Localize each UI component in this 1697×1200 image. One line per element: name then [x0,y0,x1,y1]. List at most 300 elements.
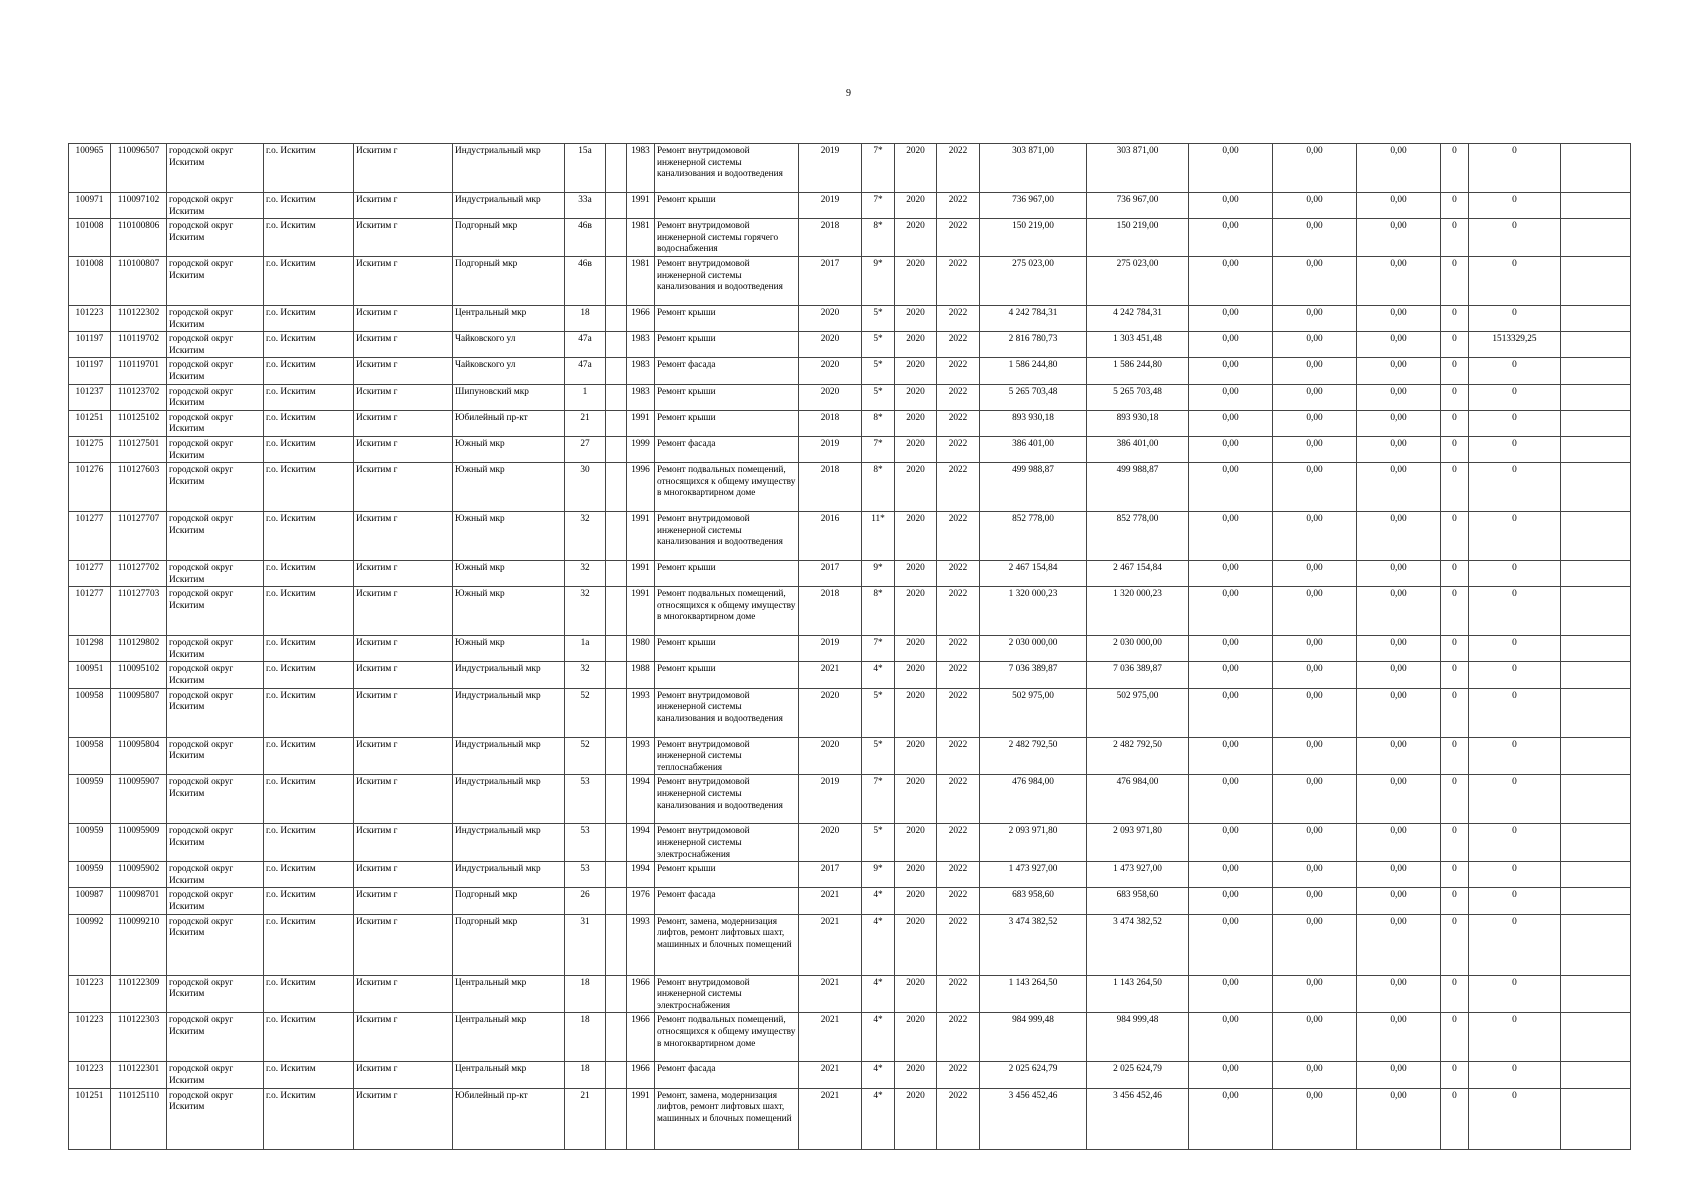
cell-district: городской округ Искитим [167,410,264,436]
cell-house: 18 [565,1062,606,1088]
cell-district: городской округ Искитим [167,862,264,888]
cell-letter [606,1088,627,1149]
cell-year: 1966 [627,975,655,1013]
cell-total: 2 467 154,84 [980,561,1087,587]
cell-locality: Искитим г [354,888,453,914]
cell-code: 110095804 [111,737,167,775]
cell-street: Центральный мкр [453,975,565,1013]
cell-code: 110095909 [111,824,167,862]
cell-c3: 0,00 [1357,512,1441,561]
cell-c5: 0 [1469,824,1561,862]
cell-house: 1а [565,636,606,662]
cell-house: 21 [565,1088,606,1149]
cell-priority: 5* [862,384,895,410]
cell-priority: 5* [862,824,895,862]
cell-y2: 2020 [895,662,937,688]
cell-c4: 0 [1441,410,1469,436]
cell-c6 [1561,1062,1631,1088]
cell-code: 110127501 [111,436,167,462]
cell-year: 1983 [627,144,655,193]
cell-year: 1991 [627,512,655,561]
cell-street: Индустриальный мкр [453,737,565,775]
cell-c6 [1561,1013,1631,1062]
cell-year: 1994 [627,824,655,862]
cell-priority: 7* [862,636,895,662]
cell-c6 [1561,688,1631,737]
cell-house: 46в [565,219,606,257]
cell-municipality: г.о. Искитим [264,561,354,587]
cell-locality: Искитим г [354,358,453,384]
repair-program-table [68,143,1631,1150]
cell-y1: 2021 [799,975,862,1013]
cell-y2: 2020 [895,587,937,636]
cell-house: 47а [565,332,606,358]
cell-c5: 0 [1469,1062,1561,1088]
cell-c3: 0,00 [1357,436,1441,462]
cell-y1: 2020 [799,384,862,410]
cell-street: Индустриальный мкр [453,688,565,737]
cell-y1: 2018 [799,463,862,512]
cell-c6 [1561,512,1631,561]
cell-street: Южный мкр [453,587,565,636]
cell-house: 18 [565,1013,606,1062]
cell-code: 110119702 [111,332,167,358]
cell-year: 1966 [627,1062,655,1088]
cell-house: 47а [565,358,606,384]
cell-y3: 2022 [937,436,980,462]
table-row [69,144,1631,193]
cell-y3: 2022 [937,305,980,331]
cell-y3: 2022 [937,561,980,587]
cell-c1: 0,00 [1189,512,1273,561]
cell-fund: 150 219,00 [1087,219,1189,257]
cell-locality: Искитим г [354,775,453,824]
cell-y2: 2020 [895,975,937,1013]
cell-y1: 2020 [799,358,862,384]
cell-c1: 0,00 [1189,332,1273,358]
cell-c1: 0,00 [1189,662,1273,688]
cell-fund: 476 984,00 [1087,775,1189,824]
cell-y3: 2022 [937,662,980,688]
cell-c5: 0 [1469,561,1561,587]
cell-code: 110129802 [111,636,167,662]
cell-y1: 2019 [799,193,862,219]
cell-c4: 0 [1441,436,1469,462]
cell-code: 110122309 [111,975,167,1013]
cell-y1: 2020 [799,824,862,862]
cell-house: 53 [565,775,606,824]
cell-y1: 2019 [799,436,862,462]
cell-c5: 0 [1469,737,1561,775]
cell-y3: 2022 [937,332,980,358]
cell-district: городской округ Искитим [167,824,264,862]
cell-c5: 0 [1469,862,1561,888]
cell-year: 1993 [627,688,655,737]
cell-c4: 0 [1441,256,1469,305]
cell-id: 101008 [69,219,111,257]
cell-c3: 0,00 [1357,305,1441,331]
table-row [69,824,1631,862]
cell-id: 101251 [69,410,111,436]
cell-priority: 8* [862,587,895,636]
cell-code: 110095902 [111,862,167,888]
cell-house: 27 [565,436,606,462]
cell-municipality: г.о. Искитим [264,305,354,331]
cell-street: Шипуновский мкр [453,384,565,410]
cell-c4: 0 [1441,1088,1469,1149]
cell-c2: 0,00 [1273,193,1357,219]
cell-total: 683 958,60 [980,888,1087,914]
cell-district: городской округ Искитим [167,636,264,662]
cell-total: 476 984,00 [980,775,1087,824]
cell-y1: 2018 [799,219,862,257]
table-row [69,384,1631,410]
cell-code: 110097102 [111,193,167,219]
cell-c6 [1561,256,1631,305]
cell-c2: 0,00 [1273,512,1357,561]
cell-y2: 2020 [895,144,937,193]
cell-letter [606,561,627,587]
cell-municipality: г.о. Искитим [264,384,354,410]
cell-y2: 2020 [895,737,937,775]
cell-letter [606,1013,627,1062]
cell-c6 [1561,914,1631,975]
cell-c4: 0 [1441,1013,1469,1062]
cell-y2: 2020 [895,332,937,358]
cell-locality: Искитим г [354,862,453,888]
cell-c6 [1561,410,1631,436]
cell-y2: 2020 [895,384,937,410]
table-row [69,332,1631,358]
cell-c3: 0,00 [1357,256,1441,305]
cell-id: 100959 [69,775,111,824]
cell-c5: 0 [1469,193,1561,219]
cell-c6 [1561,219,1631,257]
cell-fund: 3 456 452,46 [1087,1088,1189,1149]
cell-c1: 0,00 [1189,914,1273,975]
cell-c5: 0 [1469,1088,1561,1149]
cell-fund: 1 320 000,23 [1087,587,1189,636]
cell-district: городской округ Искитим [167,219,264,257]
cell-y3: 2022 [937,1062,980,1088]
table-row [69,975,1631,1013]
cell-c2: 0,00 [1273,463,1357,512]
cell-letter [606,824,627,862]
cell-work: Ремонт внутридомовой инженерной системы канализования и водоотведения [655,256,799,305]
cell-year: 1991 [627,1088,655,1149]
cell-work: Ремонт крыши [655,662,799,688]
cell-locality: Искитим г [354,256,453,305]
cell-district: городской округ Искитим [167,737,264,775]
cell-c6 [1561,824,1631,862]
cell-municipality: г.о. Искитим [264,332,354,358]
cell-work: Ремонт внутридомовой инженерной системы канализования и водоотведения [655,688,799,737]
cell-letter [606,463,627,512]
cell-c3: 0,00 [1357,975,1441,1013]
cell-c6 [1561,587,1631,636]
cell-c2: 0,00 [1273,1088,1357,1149]
cell-street: Юбилейный пр-кт [453,1088,565,1149]
cell-id: 101275 [69,436,111,462]
cell-c5: 0 [1469,914,1561,975]
cell-c1: 0,00 [1189,1062,1273,1088]
cell-c4: 0 [1441,1062,1469,1088]
cell-c5: 0 [1469,888,1561,914]
cell-district: городской округ Искитим [167,587,264,636]
cell-fund: 5 265 703,48 [1087,384,1189,410]
cell-id: 101197 [69,332,111,358]
cell-c4: 0 [1441,193,1469,219]
cell-c5: 0 [1469,636,1561,662]
cell-c1: 0,00 [1189,1088,1273,1149]
cell-district: городской округ Искитим [167,358,264,384]
cell-c3: 0,00 [1357,410,1441,436]
cell-y3: 2022 [937,1013,980,1062]
cell-c4: 0 [1441,775,1469,824]
cell-fund: 386 401,00 [1087,436,1189,462]
cell-work: Ремонт крыши [655,636,799,662]
cell-y1: 2020 [799,305,862,331]
table-row [69,193,1631,219]
cell-municipality: г.о. Искитим [264,1062,354,1088]
cell-y2: 2020 [895,463,937,512]
cell-c2: 0,00 [1273,332,1357,358]
cell-municipality: г.о. Искитим [264,862,354,888]
cell-district: городской округ Искитим [167,1062,264,1088]
cell-c2: 0,00 [1273,888,1357,914]
cell-total: 893 930,18 [980,410,1087,436]
cell-locality: Искитим г [354,219,453,257]
cell-municipality: г.о. Искитим [264,219,354,257]
cell-c1: 0,00 [1189,384,1273,410]
cell-year: 1993 [627,914,655,975]
cell-c5: 0 [1469,358,1561,384]
cell-district: городской округ Искитим [167,1013,264,1062]
cell-code: 110127702 [111,561,167,587]
cell-year: 1966 [627,305,655,331]
cell-municipality: г.о. Искитим [264,662,354,688]
cell-house: 52 [565,737,606,775]
cell-year: 1991 [627,561,655,587]
cell-district: городской округ Искитим [167,256,264,305]
cell-district: городской округ Искитим [167,463,264,512]
cell-fund: 984 999,48 [1087,1013,1189,1062]
cell-district: городской округ Искитим [167,688,264,737]
cell-c3: 0,00 [1357,688,1441,737]
cell-locality: Искитим г [354,512,453,561]
cell-work: Ремонт внутридомовой инженерной системы канализования и водоотведения [655,512,799,561]
cell-work: Ремонт фасада [655,358,799,384]
cell-fund: 1 143 264,50 [1087,975,1189,1013]
cell-c2: 0,00 [1273,1062,1357,1088]
cell-c4: 0 [1441,688,1469,737]
cell-c5: 0 [1469,1013,1561,1062]
cell-fund: 2 482 792,50 [1087,737,1189,775]
table-row [69,587,1631,636]
cell-total: 3 456 452,46 [980,1088,1087,1149]
cell-c1: 0,00 [1189,824,1273,862]
cell-y3: 2022 [937,914,980,975]
cell-year: 1966 [627,1013,655,1062]
table-row [69,737,1631,775]
cell-total: 852 778,00 [980,512,1087,561]
table-row [69,410,1631,436]
cell-y3: 2022 [937,193,980,219]
cell-code: 110100806 [111,219,167,257]
cell-c2: 0,00 [1273,862,1357,888]
cell-district: городской округ Искитим [167,775,264,824]
table-row [69,662,1631,688]
cell-c6 [1561,463,1631,512]
cell-c2: 0,00 [1273,688,1357,737]
cell-year: 1994 [627,862,655,888]
cell-municipality: г.о. Искитим [264,737,354,775]
cell-c2: 0,00 [1273,256,1357,305]
cell-year: 1983 [627,384,655,410]
cell-work: Ремонт, замена, модернизация лифтов, ремонт лифтовых шахт, машинных и блочных помещений [655,1088,799,1149]
cell-c3: 0,00 [1357,587,1441,636]
cell-street: Чайковского ул [453,358,565,384]
cell-c4: 0 [1441,463,1469,512]
cell-c6 [1561,561,1631,587]
cell-c2: 0,00 [1273,436,1357,462]
cell-y2: 2020 [895,636,937,662]
cell-c1: 0,00 [1189,688,1273,737]
cell-letter [606,587,627,636]
cell-year: 1994 [627,775,655,824]
cell-y3: 2022 [937,144,980,193]
cell-y3: 2022 [937,636,980,662]
table-row [69,512,1631,561]
cell-y1: 2021 [799,1062,862,1088]
cell-street: Южный мкр [453,463,565,512]
cell-y1: 2017 [799,256,862,305]
cell-work: Ремонт, замена, модернизация лифтов, ремонт лифтовых шахт, машинных и блочных помещений [655,914,799,975]
cell-c3: 0,00 [1357,358,1441,384]
cell-district: городской округ Искитим [167,332,264,358]
cell-y2: 2020 [895,1088,937,1149]
cell-letter [606,862,627,888]
table-row [69,436,1631,462]
cell-c2: 0,00 [1273,1013,1357,1062]
cell-house: 32 [565,587,606,636]
cell-c3: 0,00 [1357,1062,1441,1088]
cell-year: 1983 [627,358,655,384]
cell-y1: 2019 [799,775,862,824]
cell-house: 30 [565,463,606,512]
cell-locality: Искитим г [354,193,453,219]
cell-y3: 2022 [937,384,980,410]
cell-c5: 0 [1469,512,1561,561]
cell-c2: 0,00 [1273,975,1357,1013]
cell-id: 100951 [69,662,111,688]
cell-municipality: г.о. Искитим [264,888,354,914]
cell-locality: Искитим г [354,144,453,193]
cell-district: городской округ Искитим [167,561,264,587]
cell-y1: 2019 [799,144,862,193]
cell-priority: 7* [862,436,895,462]
cell-municipality: г.о. Искитим [264,512,354,561]
cell-c3: 0,00 [1357,219,1441,257]
cell-house: 32 [565,561,606,587]
cell-house: 46в [565,256,606,305]
cell-id: 101277 [69,512,111,561]
cell-c6 [1561,775,1631,824]
cell-year: 1976 [627,888,655,914]
cell-c2: 0,00 [1273,914,1357,975]
cell-c2: 0,00 [1273,737,1357,775]
cell-y2: 2020 [895,688,937,737]
cell-code: 110119701 [111,358,167,384]
cell-c1: 0,00 [1189,144,1273,193]
cell-y2: 2020 [895,561,937,587]
cell-id: 101237 [69,384,111,410]
cell-c1: 0,00 [1189,410,1273,436]
cell-c6 [1561,332,1631,358]
cell-work: Ремонт фасада [655,1062,799,1088]
cell-c1: 0,00 [1189,436,1273,462]
cell-c4: 0 [1441,975,1469,1013]
cell-total: 275 023,00 [980,256,1087,305]
cell-total: 4 242 784,31 [980,305,1087,331]
cell-y2: 2020 [895,410,937,436]
cell-c2: 0,00 [1273,636,1357,662]
cell-c5: 0 [1469,975,1561,1013]
cell-c1: 0,00 [1189,737,1273,775]
cell-locality: Искитим г [354,737,453,775]
cell-id: 101223 [69,1013,111,1062]
cell-letter [606,662,627,688]
table-row [69,358,1631,384]
cell-year: 1981 [627,256,655,305]
cell-work: Ремонт внутридомовой инженерной системы канализования и водоотведения [655,775,799,824]
cell-c6 [1561,888,1631,914]
table-row [69,463,1631,512]
cell-priority: 4* [862,662,895,688]
cell-priority: 5* [862,358,895,384]
table-row [69,561,1631,587]
cell-id: 100958 [69,688,111,737]
cell-letter [606,775,627,824]
cell-letter [606,144,627,193]
cell-c3: 0,00 [1357,193,1441,219]
cell-c1: 0,00 [1189,256,1273,305]
cell-street: Подгорный мкр [453,219,565,257]
cell-y3: 2022 [937,358,980,384]
cell-letter [606,888,627,914]
cell-y2: 2020 [895,512,937,561]
cell-y3: 2022 [937,737,980,775]
cell-letter [606,1062,627,1088]
cell-locality: Искитим г [354,410,453,436]
cell-code: 110096507 [111,144,167,193]
cell-c1: 0,00 [1189,862,1273,888]
cell-total: 1 143 264,50 [980,975,1087,1013]
cell-house: 18 [565,975,606,1013]
cell-c3: 0,00 [1357,862,1441,888]
cell-priority: 4* [862,1062,895,1088]
cell-priority: 4* [862,914,895,975]
cell-y2: 2020 [895,256,937,305]
cell-house: 18 [565,305,606,331]
cell-id: 100959 [69,824,111,862]
cell-y2: 2020 [895,305,937,331]
cell-c6 [1561,737,1631,775]
cell-priority: 4* [862,1013,895,1062]
cell-year: 1981 [627,219,655,257]
cell-work: Ремонт подвальных помещений, относящихся к общему имуществу в многоквартирном доме [655,1013,799,1062]
cell-y3: 2022 [937,688,980,737]
